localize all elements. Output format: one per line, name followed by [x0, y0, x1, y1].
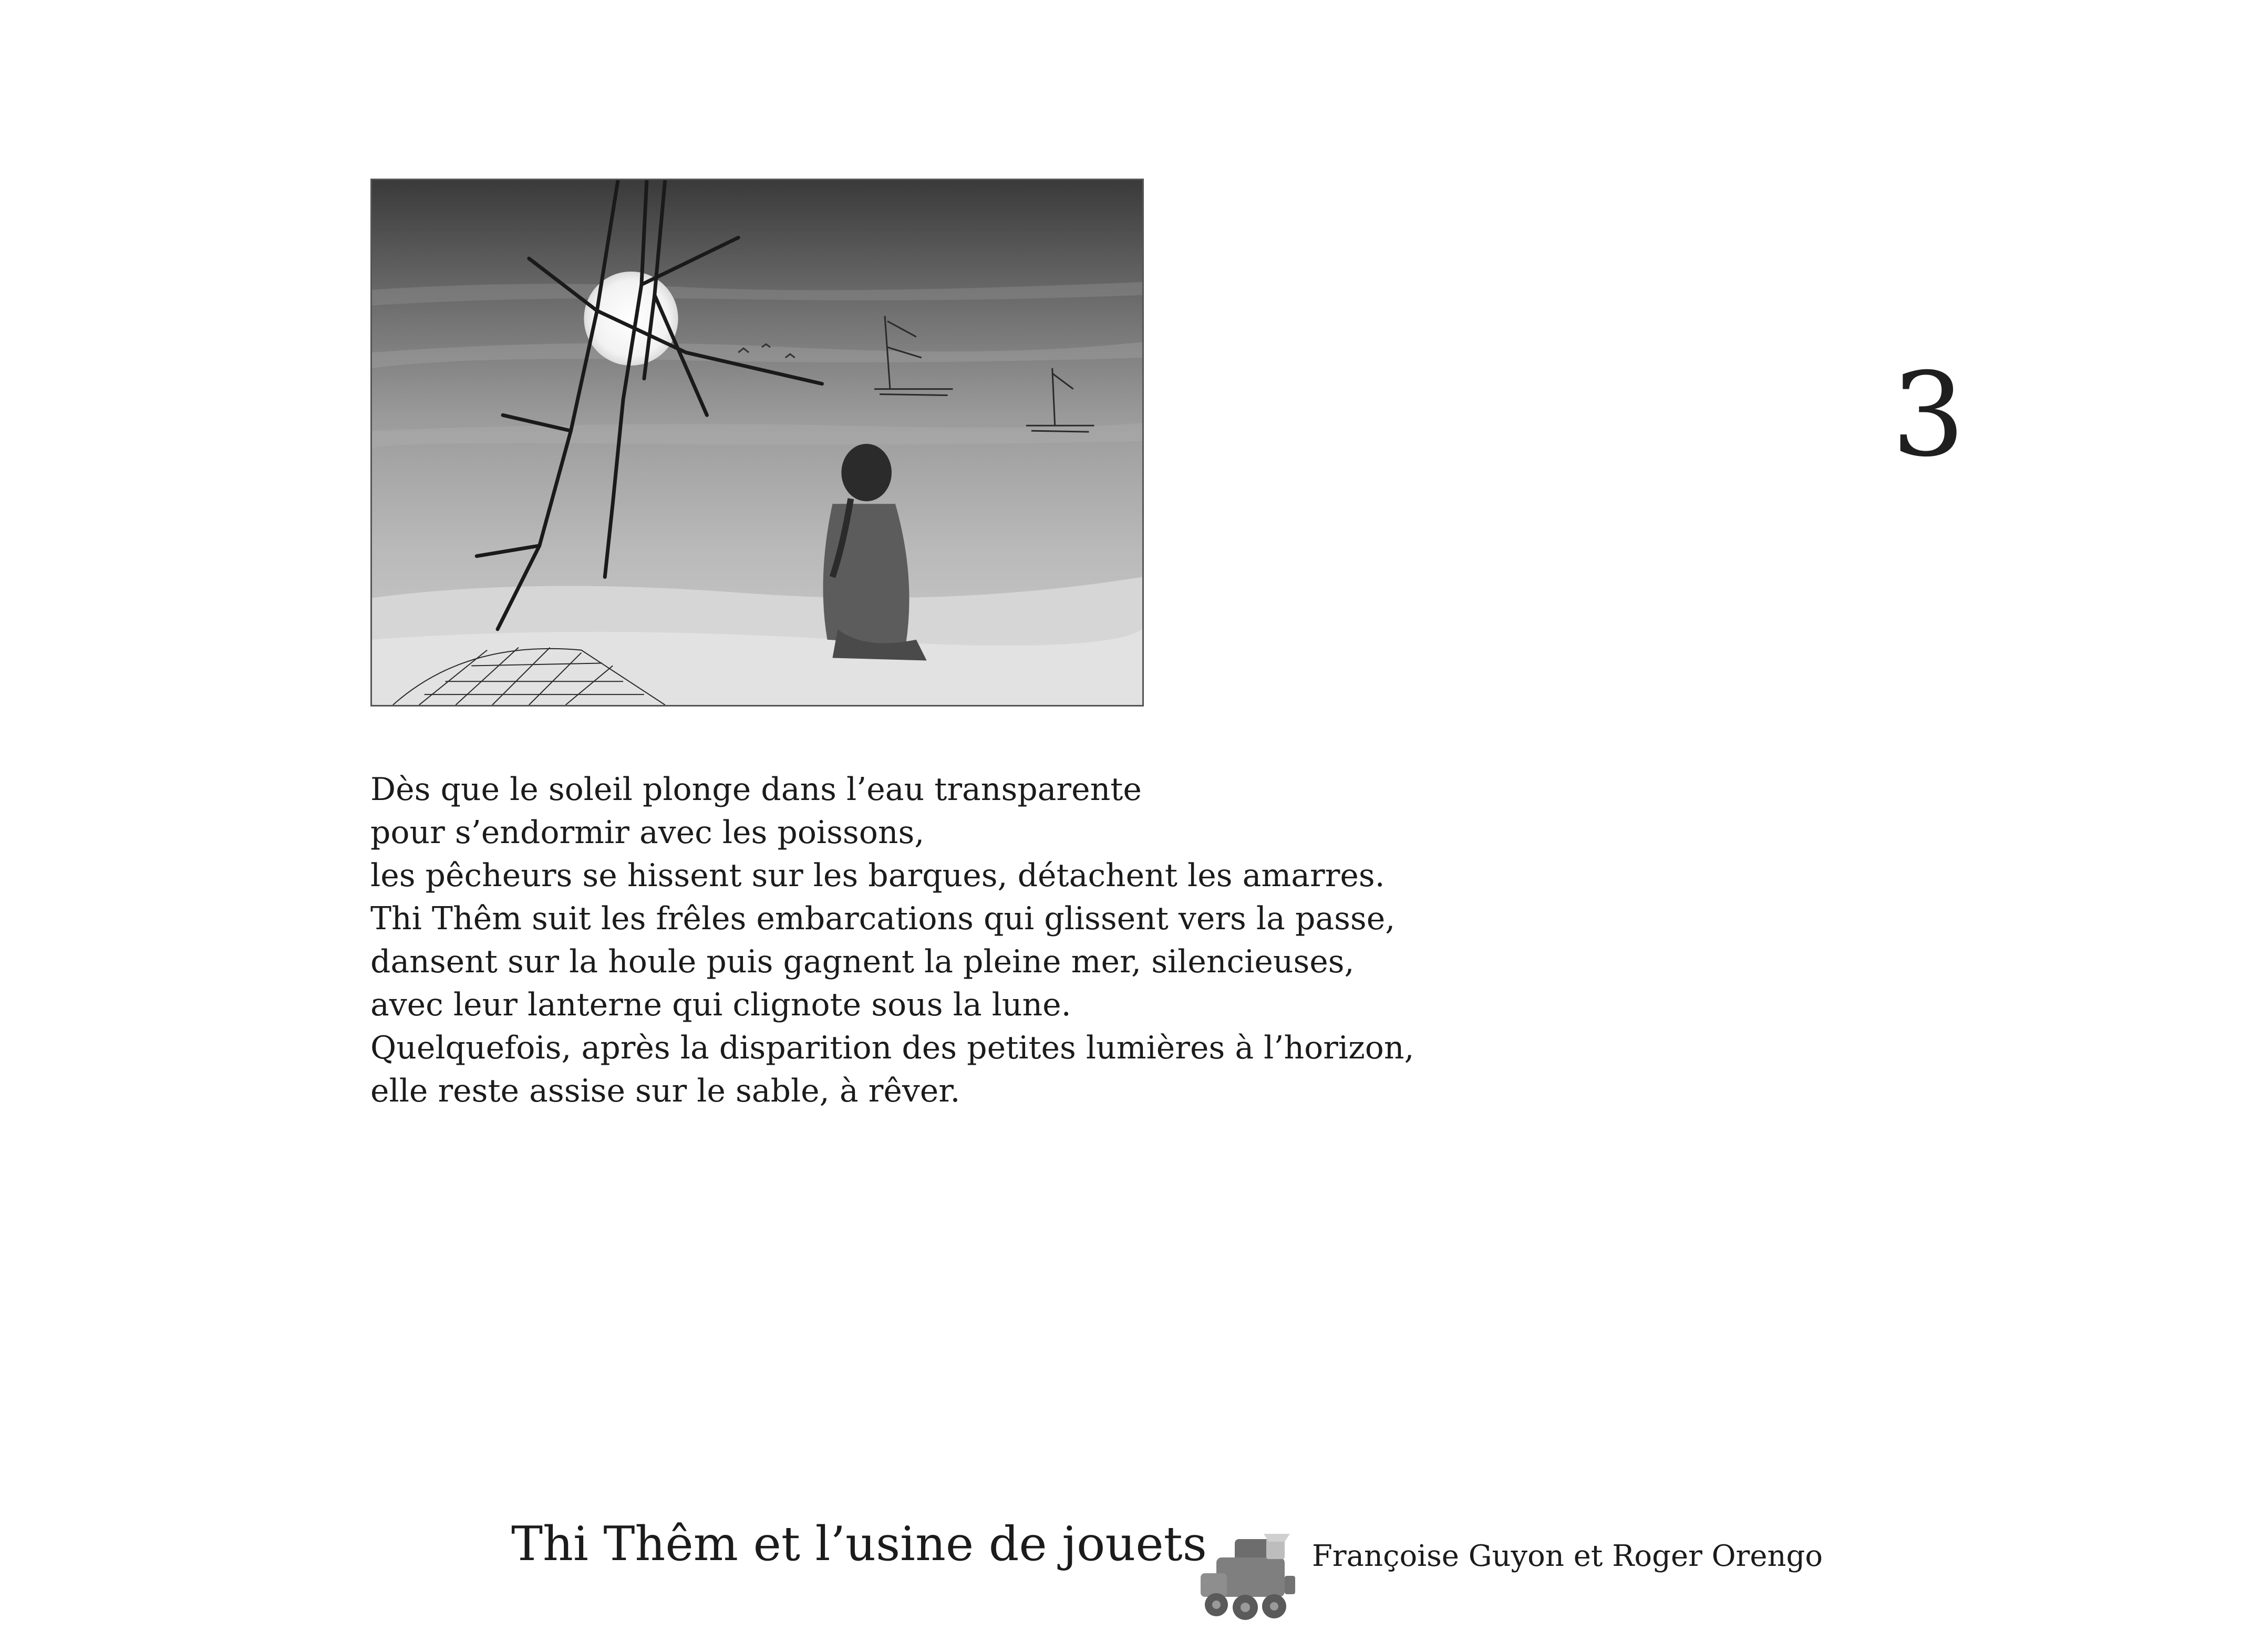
story-line: Dès que le soleil plonge dans l’eau transparente — [370, 771, 1142, 808]
moonlit-beach-illustration — [370, 179, 1144, 706]
story-line: Quelquefois, après la disparition des petites lumières à l’horizon, — [370, 1030, 1414, 1066]
story-text — [370, 768, 1526, 1113]
toy-train-icon — [1185, 1523, 1306, 1628]
book-authors: Françoise Guyon et Roger Orengo — [1312, 1539, 1823, 1573]
story-line: avec leur lanterne qui clignote sous la lune. — [370, 986, 1071, 1023]
story-line: dansent sur la houle puis gagnent la pleine mer, silencieuses, — [370, 943, 1355, 980]
book-title: Thi Thêm et l’usine de jouets — [511, 1516, 1207, 1572]
page-number: 3 — [1892, 348, 1965, 482]
story-line: les pêcheurs se hissent sur les barques, détachent les amarres. — [370, 857, 1385, 894]
story-line: Thi Thêm suit les frêles embarcations qui glissent vers la passe, — [370, 900, 1396, 937]
story-line: pour s’endormir avec les poissons, — [370, 814, 925, 851]
story-line: elle reste assise sur le sable, à rêver. — [370, 1073, 960, 1109]
